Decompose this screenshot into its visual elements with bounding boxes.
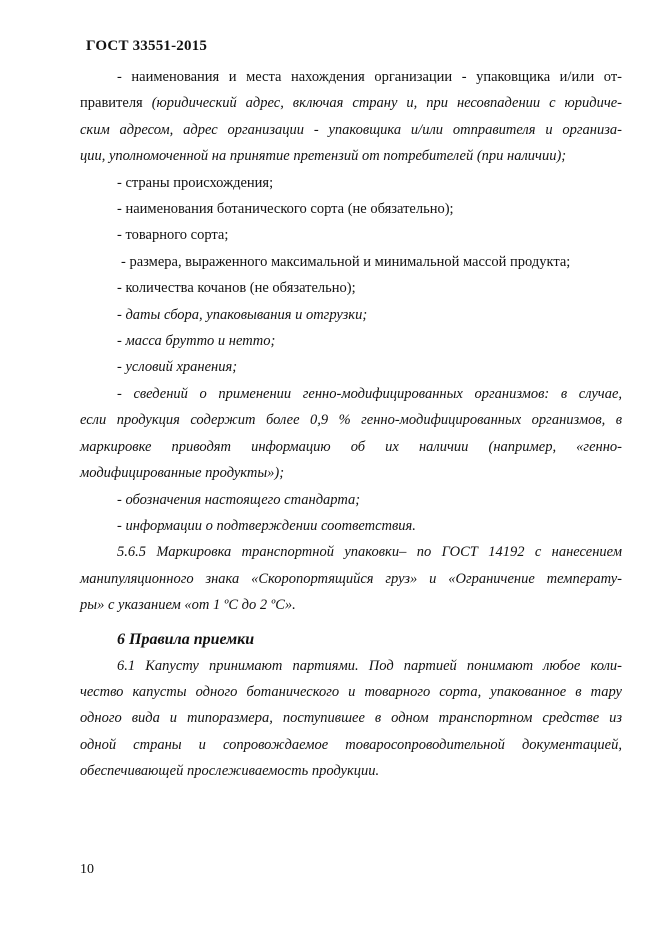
transport-marking-line-3: ры» с указанием «от 1 ºС до 2 ºС». (80, 597, 296, 614)
item-gmo-line-3: маркировке приводят информацию об их наличии (например, «генно- (80, 438, 622, 455)
item-gmo-line-2: если продукция содержит более 0,9 % генно-модифицированных организмов, в (80, 412, 622, 429)
item-gmo-line-4: модифицированные продукты»); (80, 465, 285, 482)
item-mass: - масса брутто и нетто; (117, 333, 276, 350)
section-6-title: 6 Правила приемки (117, 630, 255, 648)
paragraph-6-1-line-4: одной страны и сопровождаемое товаросопроводительной документацией, (80, 736, 622, 753)
page-number: 10 (80, 862, 94, 877)
paragraph-6-1-line-5: обеспечивающей прослеживаемость продукции. (80, 763, 380, 780)
item-dates: - даты сбора, упаковывания и отгрузки; (117, 306, 368, 323)
item-organization-line-1: - наименования и места нахождения организации - упаковщика и/или от- (117, 69, 622, 85)
paragraph-6-1-line-3: одного вида и типоразмера, поступившее в одном транспортном средстве из (80, 710, 622, 727)
item-organization-text: правителя (80, 95, 152, 112)
document-header: ГОСТ 33551-2015 (86, 38, 208, 54)
item-organization-italic: (юридический адрес, включая страну и, при несовпадении с юридиче- (151, 95, 622, 112)
item-botanical-variety: - наименования ботанического сорта (не обязательно); (117, 201, 454, 218)
paragraph-6-1-line-1: 6.1 Капусту принимают партиями. Под партией понимают любое коли- (117, 657, 622, 674)
item-head-count: - количества кочанов (не обязательно); (117, 280, 356, 297)
item-commercial-grade: - товарного сорта; (117, 227, 229, 244)
paragraph-6-1-line-2: чество капусты одного ботанического и товарного сорта, упакованное в тару (80, 683, 622, 700)
item-country: - страны происхождения; (117, 174, 274, 191)
transport-marking-line-2: манипуляционного знака «Скоропортящийся груз» и «Ограничение температу- (80, 570, 622, 587)
item-organization-line-2 (80, 90, 622, 116)
item-size: - размера, выраженного максимальной и минимальной массой продукта; (121, 253, 571, 270)
item-conformity: - информации о подтверждении соответствия. (117, 517, 416, 534)
document-body (80, 64, 622, 785)
item-organization-line-3: ским адресом, адрес организации - упаковщика и/или отправителя и организа- (80, 121, 622, 138)
item-storage: - условий хранения; (117, 359, 238, 376)
item-standard-designation: - обозначения настоящего стандарта; (117, 491, 361, 508)
item-gmo-line-1: - сведений о применении генно-модифицированных организмов: в случае, (117, 385, 622, 402)
transport-marking-line-1: 5.6.5 Маркировка транспортной упаковки– по ГОСТ 14192 с нанесением (117, 544, 622, 561)
item-organization-line-4: ции, уполномоченной на принятие претензий от потребителей (при наличии); (80, 148, 567, 165)
